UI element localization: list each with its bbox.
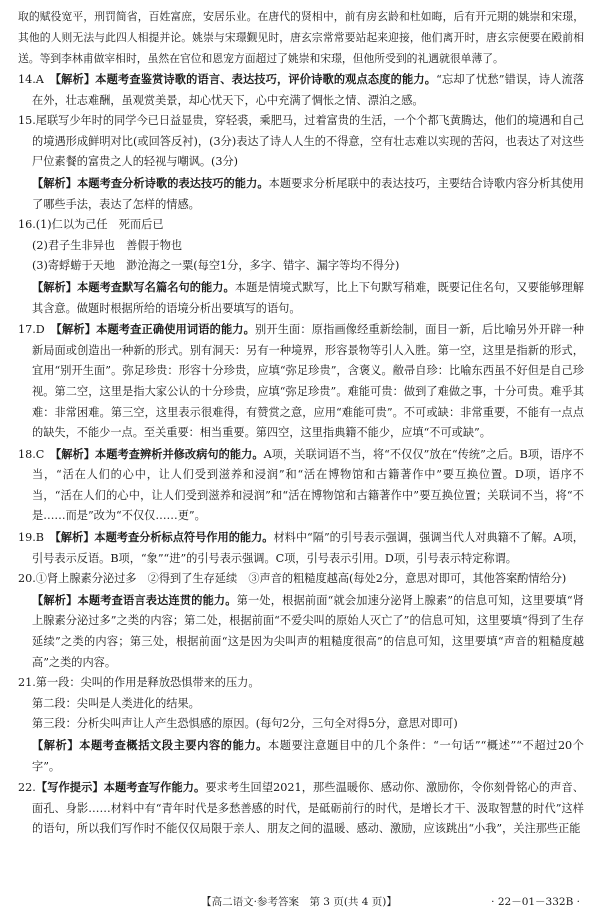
- analysis-tag: 【解析】: [32, 279, 78, 294]
- analysis-heading: 本题考查概括文段主要内容的能力。: [79, 738, 268, 752]
- analysis-text: 要求考生回望2021，那些温暖你、感动你、激励你，令你刻骨铭心的声音、面孔、身影……材料中有“青年时代是多愁善感的时代，是砥砺前行的时代，是增长才干、汲取智慧的时代”这样的语句，所以我们写作时不能仅仅局限于亲人、朋友之间的温暖、感动、激励，应该跳出“小我”，关注那些正能: [32, 781, 584, 836]
- analysis-text: A项，关联词语不当，将“不仅仅”放在“传统”之后。B项，语序不当，“活在人们的心中，让人们受到滋养和浸润”和“活在博物馆和古籍著作中”要互换位置。D项，语序不当，“活在人们的心中，让人们受到滋养和浸润”和“活在博物馆和古籍著作中”要互换位置；关联词不当，将“不是……而是”改为“不仅仅……更”。: [32, 447, 584, 523]
- answer-18: [18, 444, 584, 527]
- answer-21-line-3: 第三段：分析尖叫声让人产生恐惧感的原因。(每句2分，三句全对得5分，意思对即可): [32, 717, 458, 731]
- analysis-tag: 【解析】: [32, 738, 80, 752]
- analysis-heading: 本题考查分析诗歌的表达技巧的能力。: [77, 175, 269, 190]
- answer-19: [18, 527, 584, 569]
- answer-17: [18, 319, 584, 444]
- analysis-heading: 本题考查正确使用词语的能力。: [96, 322, 255, 337]
- analysis-tag: 【解析】: [32, 175, 78, 190]
- analysis-text: 别开生面：原指画像经重新绘制，面目一新，后比喻另外开辟一种新局面或创造出一种新的形式。别有洞天：另有一种境界，形容景物等引人入胜。第一空，这里是指新的形式，宜用“别开生面”。弥足珍贵：形容十分珍贵，应填“弥足珍贵”，含褒义。敝帚自珍：比喻东西虽不好但是自己珍视。第二空，这里是指大家公认的十分珍贵，应填“弥足珍贵”。难能可贵：做到了难做之事，十分可贵。难乎其难：非常困难。第三空，这里表示很难得，有赞赏之意，应用“难能可贵”。不可或缺：非常重要，不能有一点点的缺失，不能少一点。至关重要：相当重要。第四空，这里指典籍不能少，应填“不可或缺”。: [32, 323, 584, 440]
- analysis-heading: 本题考查写作能力。: [103, 780, 206, 795]
- analysis-text: 本题要求分析尾联中的表达技巧，主要结合诗歌内容分析其使用了哪些手法，表达了怎样的情感。: [32, 176, 584, 211]
- writing-tip-tag: 【写作提示】: [35, 780, 104, 795]
- analysis-text: 本题是情境式默写，比上下句默写稍难，既要记住名句，又要能够理解其含意。做题时根据所给的语境分析出要填写的语句。: [32, 280, 584, 315]
- analysis-text: 材料中“隔”的引号表示强调，强调当代人对典籍不了解。A项，引号表示反语。B项，“象”“进”的引号表示强调。C项，引号表示引用。D项，引号表示特定称谓。: [32, 531, 584, 565]
- answer-15: 15.尾联写少年时的同学今已日益显贵，穿轻裘，乘肥马，过着富贵的生活，一个个都飞黄腾达，他们的境遇和自己的境遇形成鲜明对比(或回答反衬)，(3分)表达了诗人人生的不得意，空有壮志难以实现的苦闷，也表达了对这些尸位素餐的富贵之人的轻视与嘲讽。(3分): [18, 114, 584, 169]
- translation-continuation: 取的赋役宽平，刑罚简省，百姓富庶，安居乐业。在唐代的贤相中，前有房玄龄和杜如晦，后有开元期的姚崇和宋璟，其他的人则无法与此四人相提并论。姚崇与宋璟觐见时，唐玄宗常常要站起来迎接，他们离开时，唐玄宗便要在殿前相送。等到李林甫做宰相时，虽然在官位和恩宠方面超过了姚崇和宋璟，但他所受到的礼遇就很单薄了。: [18, 10, 584, 65]
- answer-16-line-3: (3)寄蜉蝣于天地 渺沧海之一粟(每空1分，多字、错字、漏字等均不得分): [32, 259, 400, 273]
- answer-20: 20.①肾上腺素分泌过多 ②得到了生存延续 ③声音的粗糙度越高(每处2分，意思对即可，其他答案酌情给分): [18, 572, 567, 586]
- analysis-heading: 本题考查语言表达连贯的能力。: [77, 592, 237, 607]
- answer-number: 17.D: [18, 323, 45, 337]
- analysis-21: [18, 735, 584, 777]
- answer-number: 14.A: [18, 73, 44, 86]
- analysis-tag: 【解析】: [55, 530, 95, 545]
- answer-16-line-1: 16.(1)仁以为己任 死而后已: [18, 218, 164, 232]
- analysis-tag: 【解析】: [56, 322, 97, 337]
- analysis-text: 第一处，根据前面“就会加速分泌肾上腺素”的信息可知，这里要填“肾上腺素分泌过多”之类的内容；第二处，根据前面“不爱尖叫的原始人灭亡了”的信息可知，这里要填“得到了生存延续”之类的内容；第三处，根据前面“这是因为尖叫声的粗糙度很高”的信息可知，这里要填“声音的粗糙度越高”之类的内容。: [32, 593, 584, 669]
- answer-number: 22.: [18, 781, 36, 795]
- analysis-text: “忘却了忧愁”错误，诗人流落在外，壮志难酬，虽观赏美景，却心忧天下，心中充满了惆怅之情、漂泊之感。: [32, 73, 584, 107]
- analysis-text: 本题要注意题目中的几个条件：“一句话”“概述”“不超过20个字”。: [32, 739, 584, 773]
- footer-code: · 22－01－332B ·: [491, 896, 580, 908]
- answer-16-line-2: (2)君子生非异也 善假于物也: [32, 238, 183, 252]
- answer-22: [18, 777, 584, 840]
- analysis-heading: 本题考查分析标点符号作用的能力。: [94, 530, 274, 545]
- analysis-heading: 本题考查默写名篇名句的能力。: [77, 279, 235, 294]
- analysis-16: [18, 277, 584, 319]
- analysis-tag: 【解析】: [55, 72, 96, 86]
- answer-14: [18, 69, 584, 111]
- footer-page-info: 【高二语文·参考答案 第 3 页(共 4 页)】: [201, 896, 397, 908]
- answer-number: 19.B: [18, 531, 45, 545]
- analysis-15: [18, 173, 584, 215]
- analysis-heading: 本题考查辨析并修改病句的能力。: [95, 446, 264, 461]
- analysis-20: [18, 590, 584, 673]
- answer-21-line-1: 21.第一段：尖叫的作用是释放恐惧带来的压力。: [18, 676, 260, 690]
- analysis-tag: 【解析】: [32, 592, 78, 607]
- analysis-heading: 本题考查鉴赏诗歌的语言、表达技巧，评价诗歌的观点态度的能力。: [95, 72, 437, 86]
- analysis-tag: 【解析】: [55, 446, 96, 461]
- answer-number: 18.C: [18, 447, 45, 461]
- answer-21-line-2: 第二段：尖叫是人类进化的结果。: [32, 696, 200, 710]
